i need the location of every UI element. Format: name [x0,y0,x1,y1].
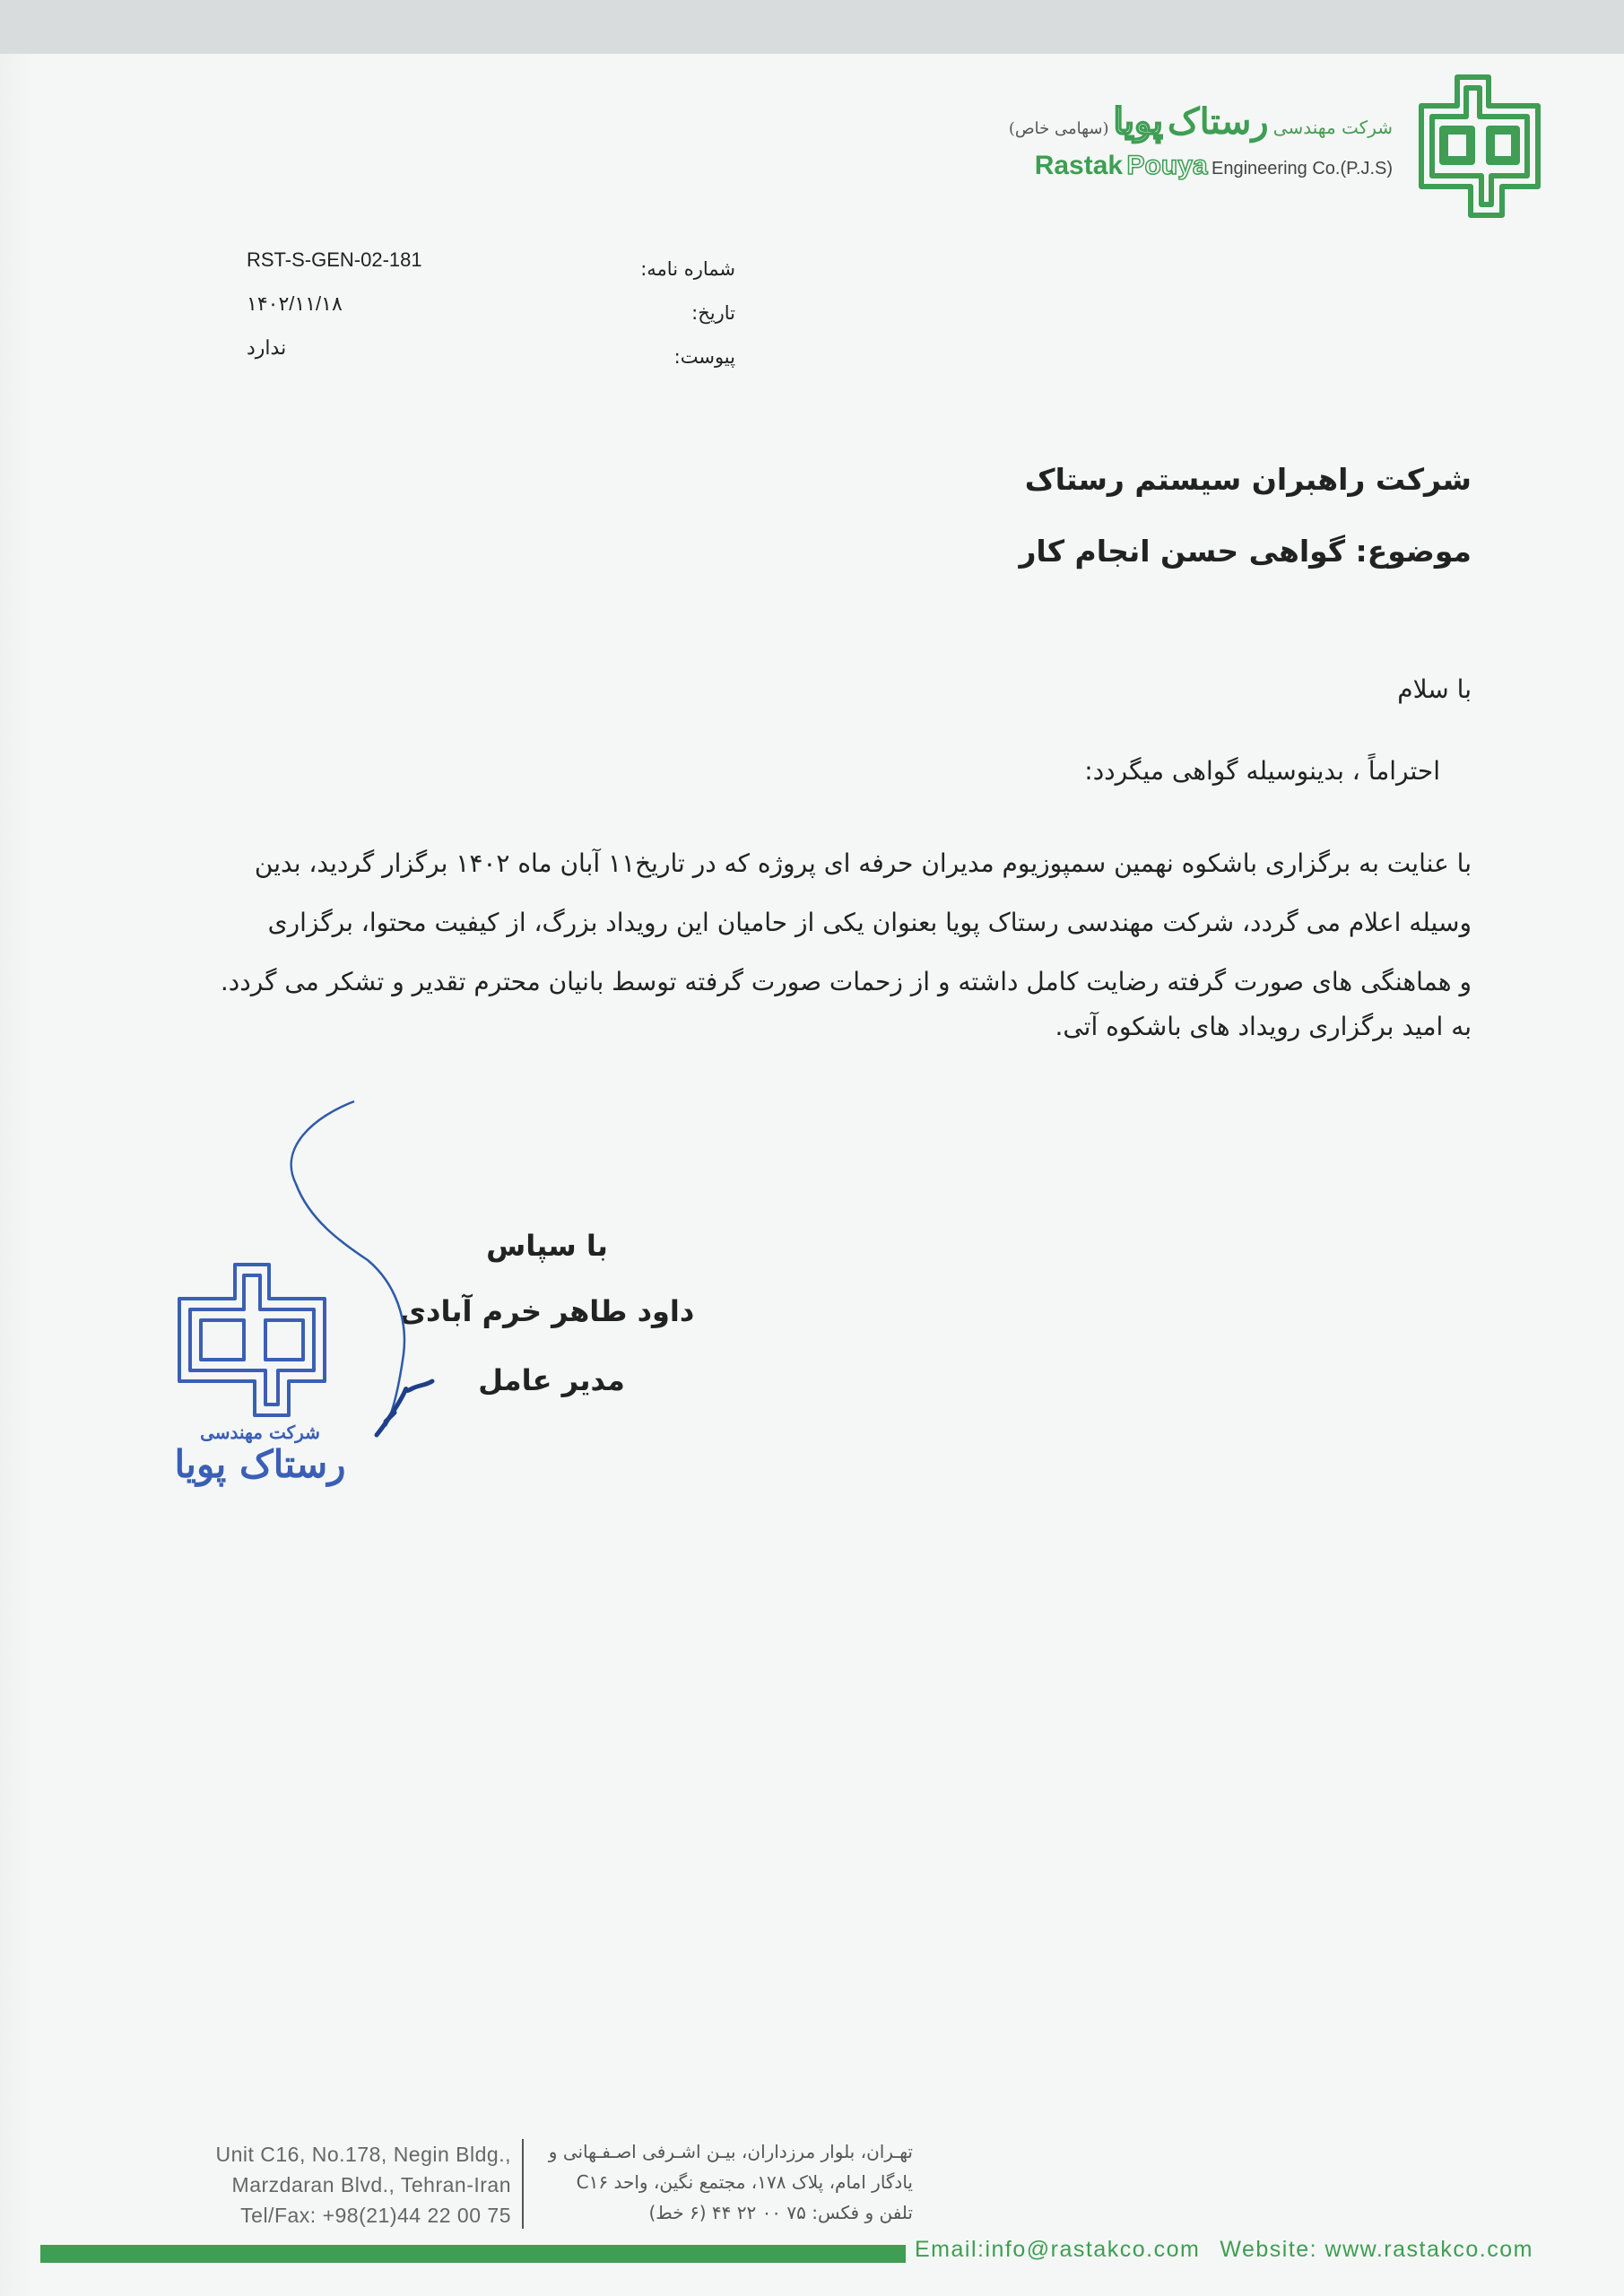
company-pouya-en: Pouya [1126,151,1208,180]
signature-thanks: با سپاس [486,1229,608,1263]
company-pouya-fa: پویا [1113,100,1163,143]
company-logo-icon [1403,70,1556,222]
reference-labels [538,256,735,387]
letter-date-value: ۱۴۰۲/۱۱/۱۸ [247,292,343,315]
body-line: با عنایت به برگزاری باشکوه نهمین سمپوزیوم مدیران حرفه ای پروژه که در تاریخ۱۱ آبان ماه ۱۴۰۲ برگزار گردید، بدین [254,848,1472,878]
signatory-title: مدیر عامل [478,1363,625,1397]
footer-green-bar [40,2245,906,2263]
footer-fa-line: تهـران، بلوار مرزداران، بیـن اشـرفی اصـفـهانی و [548,2141,913,2162]
letter-attachment-value: ندارد [247,336,287,359]
footer-address-en [175,2139,511,2231]
reference-values [247,247,471,378]
footer-address-fa [536,2136,913,2228]
subject: موضوع: گواهی حسن انجام کار [1019,534,1472,569]
company-type-fa: (سهامی خاص) [1008,119,1109,138]
company-name-fa [1009,100,1393,143]
body-paragraph [144,834,1472,1012]
stamp-text-line1: شرکت مهندسی [200,1422,320,1443]
footer-divider [522,2139,524,2229]
company-prefix-fa: شرکت مهندسی [1272,117,1393,138]
company-name-en [1035,151,1393,181]
letter-attachment-label: پیوست: [673,346,735,368]
body-line: و هماهنگی های صورت گرفته رضایت کامل داشته و از زحمات صورت گرفته توسط بانیان محترم تقدیر و تشکر می گردد. [220,967,1472,996]
intro-line: احتراماً ، بدینوسیله گواهی میگردد: [1084,756,1440,786]
signatory-name: داود طاهر خرم آبادی [399,1294,695,1328]
letter-number-label: شماره نامه: [640,258,735,280]
company-suffix-en: Engineering Co.(P.J.S) [1211,159,1393,178]
scan-top-edge [0,0,1624,54]
scan-left-edge [0,54,34,2296]
footer-en-line: Marzdaran Blvd., Tehran-Iran [231,2173,511,2196]
company-rastak-en: Rastak [1034,151,1124,180]
body-line: وسیله اعلام می گردد، شرکت مهندسی رستاک پویا بعنوان یکی از حامیان این رویداد بزرگ، از کیفیت محتوا، برگزاری [267,908,1472,937]
letter-number-value: RST-S-GEN-02-181 [247,248,422,271]
closing-line: به امید برگزاری رویداد های باشکوه آتی. [1055,1012,1472,1041]
stamp-text-line2: رستاک پویا [174,1442,346,1486]
footer-website[interactable]: Website: www.rastakco.com [1220,2237,1533,2262]
greeting: با سلام [1397,674,1472,704]
footer-en-line: Tel/Fax: +98(21)44 22 00 75 [240,2204,511,2227]
footer-en-line: Unit C16, No.178, Negin Bldg., [215,2143,511,2166]
footer-fa-line: تلفن و فکس: ۷۵ ۰۰ ۲۲ ۴۴ (۶ خط) [648,2202,913,2223]
recipient: شرکت راهبران سیستم رستاک [1024,462,1472,497]
footer-fa-line: یادگار امام، پلاک ۱۷۸، مجتمع نگین، واحد C۱۶ [576,2171,913,2193]
letter-date-label: تاریخ: [691,302,735,324]
company-rastak-fa: رستاک [1167,100,1269,143]
footer-contact [915,2237,1533,2263]
footer-email[interactable]: Email:info@rastakco.com [915,2237,1201,2262]
